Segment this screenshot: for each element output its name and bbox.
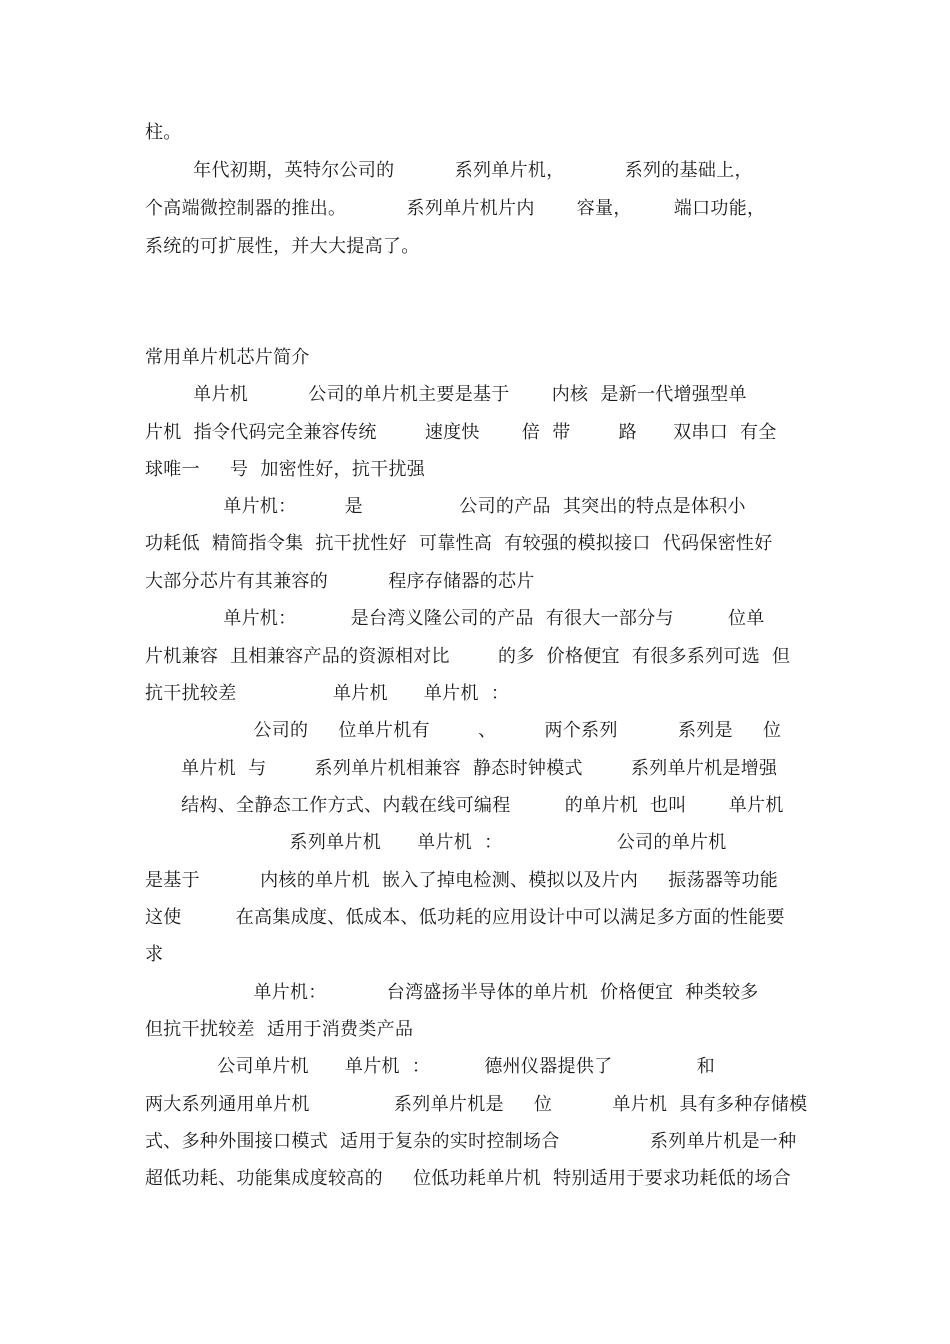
text-line: 这使 在高集成度、低成本、低功耗的应用设计中可以满足多方面的性能要 bbox=[145, 907, 785, 928]
text-line: 单片机： 台湾盛扬半导体的单片机 价格便宜 种类较多 bbox=[145, 982, 759, 1003]
text-line: 单片机： 是台湾义隆公司的产品 有很大一部分与 位单 bbox=[145, 608, 765, 629]
text-line: 功耗低 精简指令集 抗干扰性好 可靠性高 有较强的模拟接口 代码保密性好 bbox=[145, 533, 773, 554]
text-line: 超低功耗、功能集成度较高的 位低功耗单片机 特别适用于要求功耗低的场合 bbox=[145, 1168, 792, 1189]
text-line: 但抗干扰较差 适用于消费类产品 bbox=[145, 1019, 414, 1040]
text-line: 个高端微控制器的推出。 系列单片机片内 容量， 端口功能， bbox=[145, 198, 766, 219]
text-line: 球唯一 号 加密性好，抗干扰强 bbox=[145, 459, 426, 480]
text-line: 年代初期，英特尔公司的 系列单片机， 系列的基础上， bbox=[145, 160, 753, 181]
text-line: 系统的可扩展性，并大大提高了。 bbox=[145, 236, 420, 257]
text-line: 柱。 bbox=[145, 122, 182, 143]
text-line: 片机兼容 且相兼容产品的资源相对比 的多 价格便宜 有很多系列可选 但 bbox=[145, 646, 791, 667]
text-line: 式、多种外围接口模式 适用于复杂的实时控制场合 系列单片机是一种 bbox=[145, 1131, 797, 1152]
text-line: 求 bbox=[145, 944, 164, 965]
text-line: 单片机 与 系列单片机相兼容 静态时钟模式 系列单片机是增强 bbox=[145, 758, 778, 779]
text-line: 单片机： 是 公司的产品 其突出的特点是体积小 bbox=[145, 496, 746, 517]
text-line: 片机 指令代码完全兼容传统 速度快 倍 带 路 双串口 有全 bbox=[145, 422, 777, 443]
text-line: 大部分芯片有其兼容的 程序存储器的芯片 bbox=[145, 571, 535, 592]
text-line: 系列单片机 单片机 ： 公司的单片机 bbox=[145, 832, 727, 853]
text-line: 抗干扰较差 单片机 单片机 ： bbox=[145, 683, 510, 704]
text-line: 公司单片机 单片机 ： 德州仪器提供了 和 bbox=[145, 1056, 716, 1077]
text-line: 结构、全静态工作方式、内载在线可编程 的单片机 也叫 单片机 bbox=[145, 795, 784, 816]
section-heading: 常用单片机芯片简介 bbox=[145, 347, 310, 368]
text-line: 单片机 公司的单片机主要是基于 内核 是新一代增强型单 bbox=[145, 384, 747, 405]
text-line: 公司的 位单片机有 、 两个系列 系列是 位 bbox=[145, 720, 782, 741]
text-line: 是基于 内核的单片机 嵌入了掉电检测、模拟以及片内 振荡器等功能 bbox=[145, 870, 779, 891]
text-line: 两大系列通用单片机 系列单片机是 位 单片机 具有多种存储模 bbox=[145, 1094, 808, 1115]
